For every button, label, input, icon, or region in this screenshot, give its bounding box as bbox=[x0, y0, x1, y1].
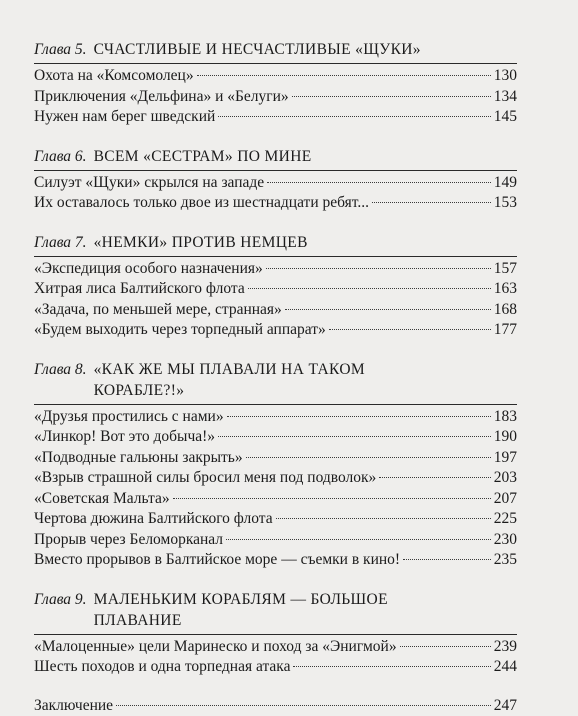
toc-entry bbox=[34, 468, 517, 489]
toc-entry bbox=[34, 173, 517, 194]
entry-page-number: 149 bbox=[494, 173, 517, 194]
entry-title: Вместо прорывов в Балтийское море — съемки в кино! bbox=[34, 550, 400, 571]
entry-page-number: 134 bbox=[494, 87, 517, 108]
dot-leader bbox=[372, 202, 491, 203]
toc-entry bbox=[34, 489, 517, 510]
toc-entry bbox=[34, 259, 517, 280]
dot-leader bbox=[292, 96, 491, 97]
entry-title: Приключения «Дельфина» и «Белуги» bbox=[34, 87, 289, 108]
dot-leader bbox=[218, 436, 491, 437]
toc-entry-conclusion bbox=[34, 696, 517, 716]
dot-leader bbox=[266, 268, 491, 269]
entry-page-number: 163 bbox=[494, 279, 517, 300]
dot-leader bbox=[248, 288, 491, 289]
entry-page-number: 247 bbox=[494, 696, 517, 716]
chapter-heading bbox=[34, 359, 517, 405]
entry-title: «Будем выходить через торпедный аппарат» bbox=[34, 320, 326, 341]
chapter-heading bbox=[34, 589, 517, 635]
chapter-6 bbox=[34, 146, 517, 214]
dot-leader bbox=[226, 539, 491, 540]
toc-entry bbox=[34, 637, 517, 658]
chapter-title: МАЛЕНЬКИМ КОРАБЛЯМ — БОЛЬШОЕ ПЛАВАНИЕ bbox=[94, 589, 434, 631]
entry-page-number: 153 bbox=[494, 193, 517, 214]
chapter-7 bbox=[34, 232, 517, 341]
toc-entry bbox=[34, 107, 517, 128]
dot-leader bbox=[267, 182, 491, 183]
chapter-heading bbox=[34, 232, 517, 257]
entry-title: «Экспедиция особого назначения» bbox=[34, 259, 263, 280]
toc-entry bbox=[34, 66, 517, 87]
entry-page-number: 145 bbox=[494, 107, 517, 128]
toc-entry bbox=[34, 509, 517, 530]
chapter-title: «НЕМКИ» ПРОТИВ НЕМЦЕВ bbox=[94, 232, 308, 253]
dot-leader bbox=[400, 646, 491, 647]
chapter-title: ВСЕМ «СЕСТРАМ» ПО МИНЕ bbox=[94, 146, 312, 167]
dot-leader bbox=[227, 416, 491, 417]
dot-leader bbox=[173, 498, 491, 499]
entry-page-number: 183 bbox=[494, 407, 517, 428]
toc-entry bbox=[34, 550, 517, 571]
toc-entry bbox=[34, 407, 517, 428]
entry-page-number: 235 bbox=[494, 550, 517, 571]
entry-title: Охота на «Комсомолец» bbox=[34, 66, 194, 87]
dot-leader bbox=[285, 309, 491, 310]
chapter-number: Глава 6. bbox=[34, 146, 87, 167]
entry-title: Их оставалось только двое из шестнадцати ребят... bbox=[34, 193, 369, 214]
entry-title: Прорыв через Беломорканал bbox=[34, 530, 223, 551]
toc-entry bbox=[34, 448, 517, 469]
entry-page-number: 203 bbox=[494, 468, 517, 489]
chapter-number: Глава 5. bbox=[34, 39, 87, 60]
entry-page-number: 239 bbox=[494, 637, 517, 658]
dot-leader bbox=[218, 116, 490, 117]
chapter-heading bbox=[34, 39, 517, 64]
toc-entry bbox=[34, 530, 517, 551]
toc-entry bbox=[34, 427, 517, 448]
chapter-heading bbox=[34, 146, 517, 171]
toc-entry bbox=[34, 657, 517, 678]
entry-title: Силуэт «Щуки» скрылся на западе bbox=[34, 173, 264, 194]
entry-title: Шесть походов и одна торпедная атака bbox=[34, 657, 290, 678]
entry-title: Чертова дюжина Балтийского флота bbox=[34, 509, 273, 530]
toc-entry bbox=[34, 193, 517, 214]
entry-page-number: 168 bbox=[494, 300, 517, 321]
entry-page-number: 130 bbox=[494, 66, 517, 87]
entry-page-number: 177 bbox=[494, 320, 517, 341]
toc-entry bbox=[34, 87, 517, 108]
chapter-title: СЧАСТЛИВЫЕ И НЕСЧАСТЛИВЫЕ «ЩУКИ» bbox=[94, 39, 421, 60]
entry-page-number: 230 bbox=[494, 530, 517, 551]
dot-leader bbox=[379, 477, 490, 478]
entry-title: «Подводные гальюны закрыть» bbox=[34, 448, 243, 469]
dot-leader bbox=[246, 457, 491, 458]
entry-title: «Задача, по меньшей мере, странная» bbox=[34, 300, 282, 321]
entry-title: «Взрыв страшной силы бросил меня под подволок» bbox=[34, 468, 376, 489]
chapter-9 bbox=[34, 589, 517, 678]
entry-title: «Друзья простились с нами» bbox=[34, 407, 224, 428]
entry-title: «Линкор! Вот это добыча!» bbox=[34, 427, 215, 448]
toc-entry bbox=[34, 300, 517, 321]
entry-page-number: 244 bbox=[494, 657, 517, 678]
dot-leader bbox=[197, 75, 491, 76]
chapter-number: Глава 7. bbox=[34, 232, 87, 253]
chapter-8 bbox=[34, 359, 517, 571]
entry-title: «Малоценные» цели Маринеско и поход за «Энигмой» bbox=[34, 637, 397, 658]
chapter-5 bbox=[34, 39, 517, 128]
entry-page-number: 207 bbox=[494, 489, 517, 510]
chapter-number: Глава 9. bbox=[34, 589, 87, 610]
toc-entry bbox=[34, 279, 517, 300]
entry-page-number: 157 bbox=[494, 259, 517, 280]
dot-leader bbox=[403, 559, 491, 560]
dot-leader bbox=[116, 705, 491, 706]
entry-page-number: 225 bbox=[494, 509, 517, 530]
entry-page-number: 197 bbox=[494, 448, 517, 469]
chapter-number: Глава 8. bbox=[34, 359, 87, 380]
toc-entry bbox=[34, 320, 517, 341]
entry-title: «Советская Мальта» bbox=[34, 489, 170, 510]
table-of-contents bbox=[34, 39, 517, 716]
dot-leader bbox=[329, 329, 491, 330]
entry-page-number: 190 bbox=[494, 427, 517, 448]
dot-leader bbox=[293, 666, 490, 667]
entry-title: Нужен нам берег шведский bbox=[34, 107, 215, 128]
chapter-title: «КАК ЖЕ МЫ ПЛАВАЛИ НА ТАКОМ КОРАБЛЕ?!» bbox=[94, 359, 424, 401]
entry-title: Хитрая лиса Балтийского флота bbox=[34, 279, 245, 300]
entry-title: Заключение bbox=[34, 696, 113, 716]
dot-leader bbox=[276, 518, 491, 519]
